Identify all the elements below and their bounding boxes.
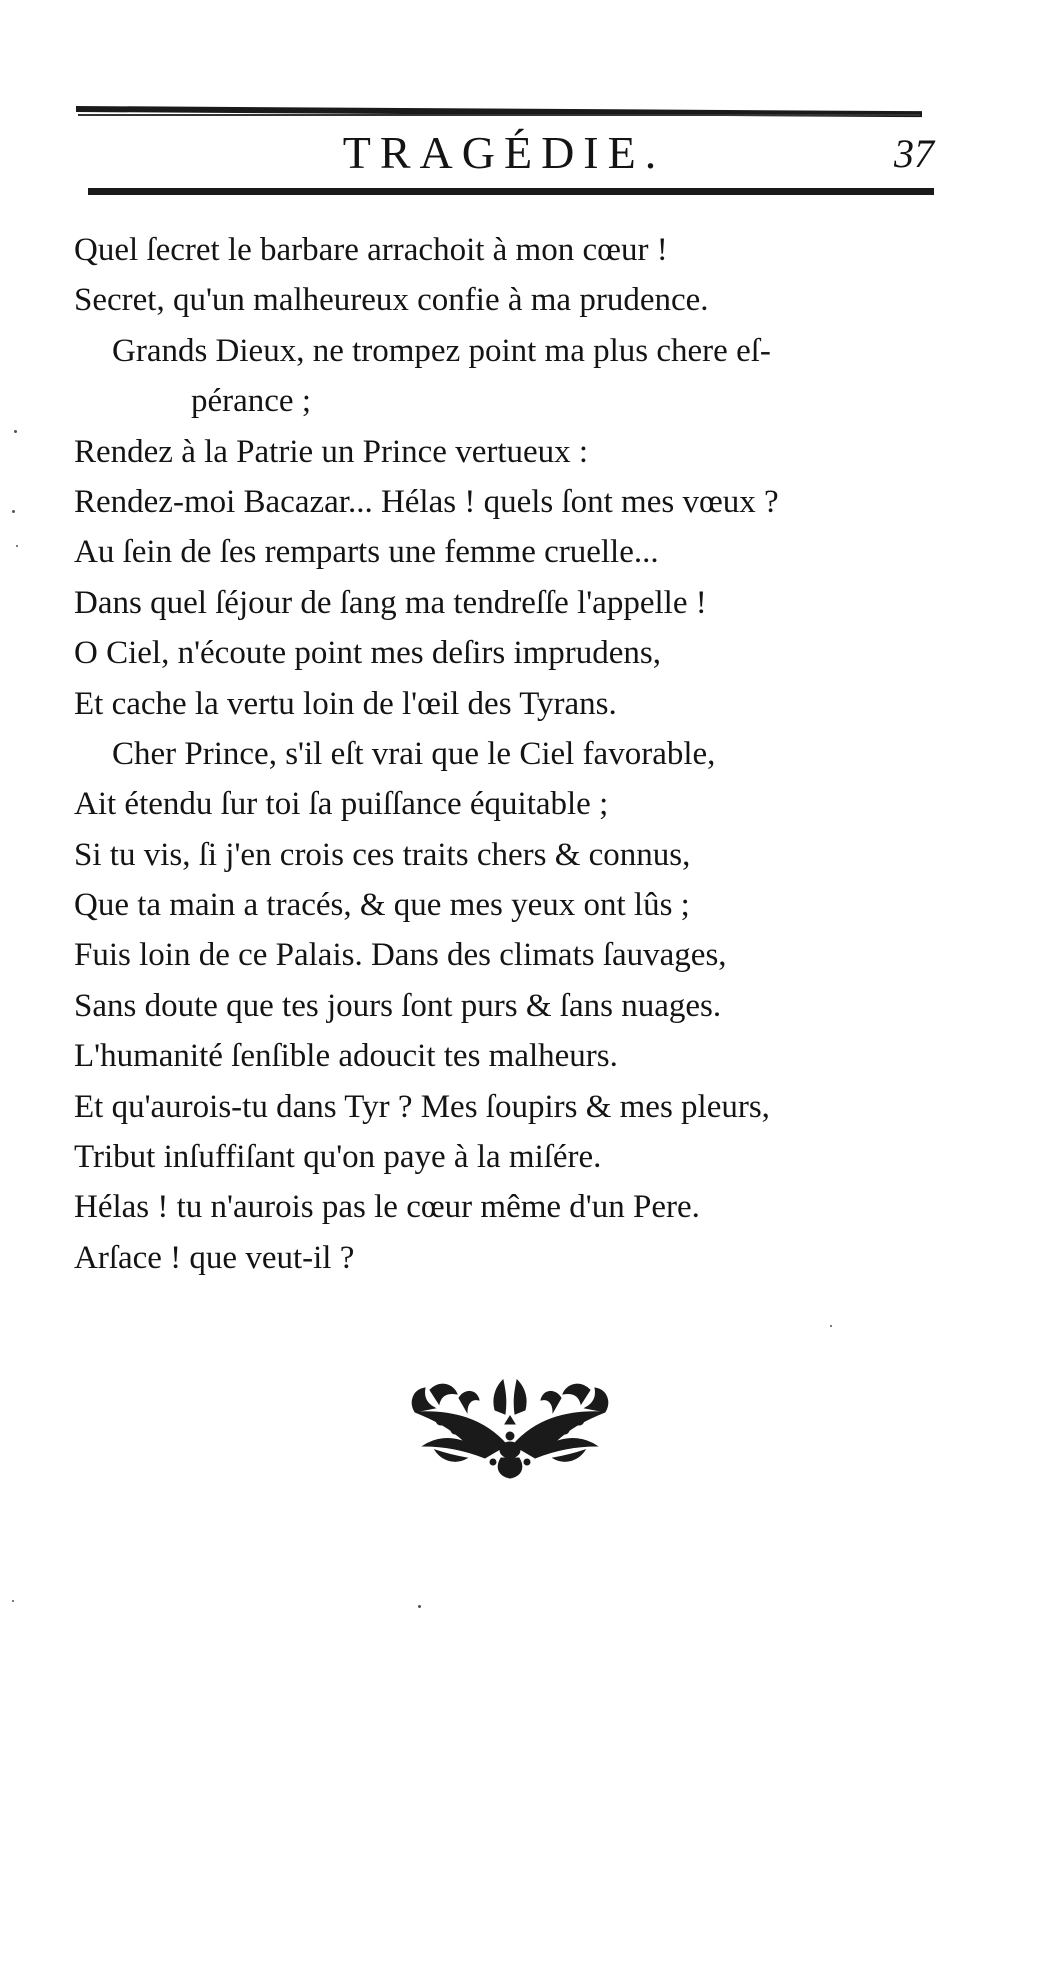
verse-line: Ait étendu ſur toi ſa puiſſance équitable ;	[74, 786, 609, 823]
running-title: TRAGÉDIE.	[342, 127, 666, 178]
verse-line: Et qu'aurois-tu dans Tyr ? Mes ſoupirs & mes pleurs,	[74, 1088, 770, 1125]
verse-line: Rendez à la Patrie un Prince vertueux :	[74, 433, 589, 470]
verse-line: Grands Dieux, ne trompez point ma plus chere eſ-	[112, 332, 771, 369]
verse-line: L'humanité ſenſible adoucit tes malheurs.	[74, 1038, 618, 1075]
verse-line: Fuis loin de ce Palais. Dans des climats ſauvages,	[74, 937, 727, 974]
header-rule-top-thin	[78, 114, 920, 116]
verse-line: Rendez-moi Bacazar... Hélas ! quels ſont mes vœux ?	[74, 483, 779, 520]
page-number: 37	[894, 131, 934, 176]
header-rule-bottom	[88, 188, 934, 195]
page-header	[74, 100, 934, 200]
verse-text	[74, 225, 954, 1283]
print-speck	[12, 1600, 14, 1602]
verse-line: Tribut inſuffiſant qu'on paye à la miſére.	[74, 1139, 602, 1176]
print-speck	[12, 510, 15, 513]
print-speck	[14, 430, 17, 433]
print-speck	[418, 1605, 421, 1608]
print-speck	[16, 545, 18, 547]
verse-line: Secret, qu'un malheureux confie à ma prudence.	[74, 282, 709, 319]
verse-line: Quel ſecret le barbare arrachoit à mon cœur !	[74, 232, 668, 268]
verse-line: Sans doute que tes jours ſont purs & ſans nuages.	[74, 987, 722, 1024]
verse-line: Et cache la vertu loin de l'œil des Tyrans.	[74, 685, 617, 722]
print-speck	[830, 1325, 832, 1327]
verse-line-continuation: pérance ;	[191, 383, 311, 420]
verse-line: Hélas ! tu n'aurois pas le cœur même d'un Pere.	[74, 1189, 700, 1226]
verse-line: O Ciel, n'écoute point mes deſirs imprudens,	[74, 635, 662, 672]
verse-line: Au ſein de ſes remparts une femme cruelle...	[74, 534, 659, 571]
verse-line: Arſace ! que veut-il ?	[74, 1239, 355, 1276]
verse-line: Que ta main a tracés, & que mes yeux ont lûs ;	[74, 887, 690, 924]
verse-line: Dans quel ſéjour de ſang ma tendreſſe l'appelle !	[74, 584, 707, 621]
verse-line: Si tu vis, ſi j'en crois ces traits chers & connus,	[74, 836, 691, 873]
floral-tailpiece-ornament-icon	[395, 1350, 625, 1480]
verse-line: Cher Prince, s'il eſt vrai que le Ciel favorable,	[112, 735, 716, 772]
